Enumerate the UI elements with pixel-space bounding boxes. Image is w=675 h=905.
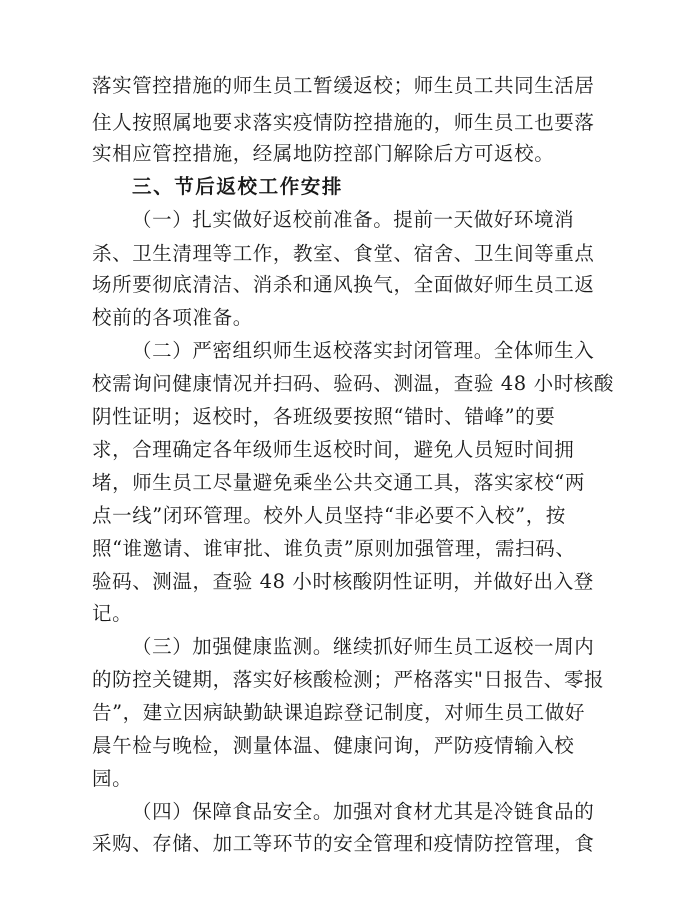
paragraph-line: 校前的各项准备。 (92, 306, 253, 329)
paragraph-line: 记。 (92, 602, 133, 625)
paragraph-line: 住人按照属地要求落实疫情防控措施的，师生员工也要落 (92, 111, 595, 134)
paragraph-line: 晨午检与晚检，测量体温、健康问询，严防疫情输入校 (92, 734, 575, 757)
paragraph-line: 采购、存储、加工等环节的安全管理和疫情防控管理，食 (92, 832, 595, 855)
paragraph-line: （三）加强健康监测。继续抓好师生员工返校一周内 (132, 635, 595, 658)
paragraph-line: （四）保障食品安全。加强对食材尤其是冷链食品的 (132, 800, 595, 823)
paragraph-line: 校需询问健康情况并扫码、验码、测温，查验 48 小时核酸 (92, 372, 615, 395)
paragraph-line: 的防控关键期，落实好核酸检测；严格落实"日报告、零报 (92, 668, 605, 691)
paragraph-line: 堵，师生员工尽量避免乘坐公共交通工具，落实家校“两 (92, 471, 585, 494)
paragraph-line: 杀、卫生清理等工作，教室、食堂、宿舍、卫生间等重点 (92, 242, 595, 265)
paragraph-line: （一）扎实做好返校前准备。提前一天做好环境消 (132, 208, 575, 231)
paragraph-line: 告”，建立因病缺勤缺课追踪登记制度，对师生员工做好 (92, 701, 585, 724)
paragraph-line: 点一线”闭环管理。校外人员坚持“非必要不入校”，按 (92, 504, 566, 527)
paragraph-line: 场所要彻底清洁、消杀和通风换气，全面做好师生员工返 (92, 273, 595, 296)
paragraph-line: 落实管控措施的师生员工暂缓返校；师生员工共同生活居 (92, 74, 595, 97)
section-heading: 三、节后返校工作安排 (132, 175, 344, 198)
paragraph-line: （二）严密组织师生返校落实封闭管理。全体师生入 (132, 339, 595, 362)
paragraph-line: 实相应管控措施，经属地防控部门解除后方可返校。 (92, 142, 555, 165)
paragraph-line: 园。 (92, 767, 133, 790)
paragraph-line: 照“谁邀请、谁审批、谁负责”原则加强管理，需扫码、 (92, 537, 576, 560)
paragraph-line: 验码、测温，查验 48 小时核酸阴性证明，并做好出入登 (92, 570, 594, 593)
paragraph-line: 求，合理确定各年级师生返校时间，避免人员短时间拥 (92, 438, 575, 461)
paragraph-line: 阴性证明；返校时，各班级要按照“错时、错峰”的要 (92, 405, 556, 428)
